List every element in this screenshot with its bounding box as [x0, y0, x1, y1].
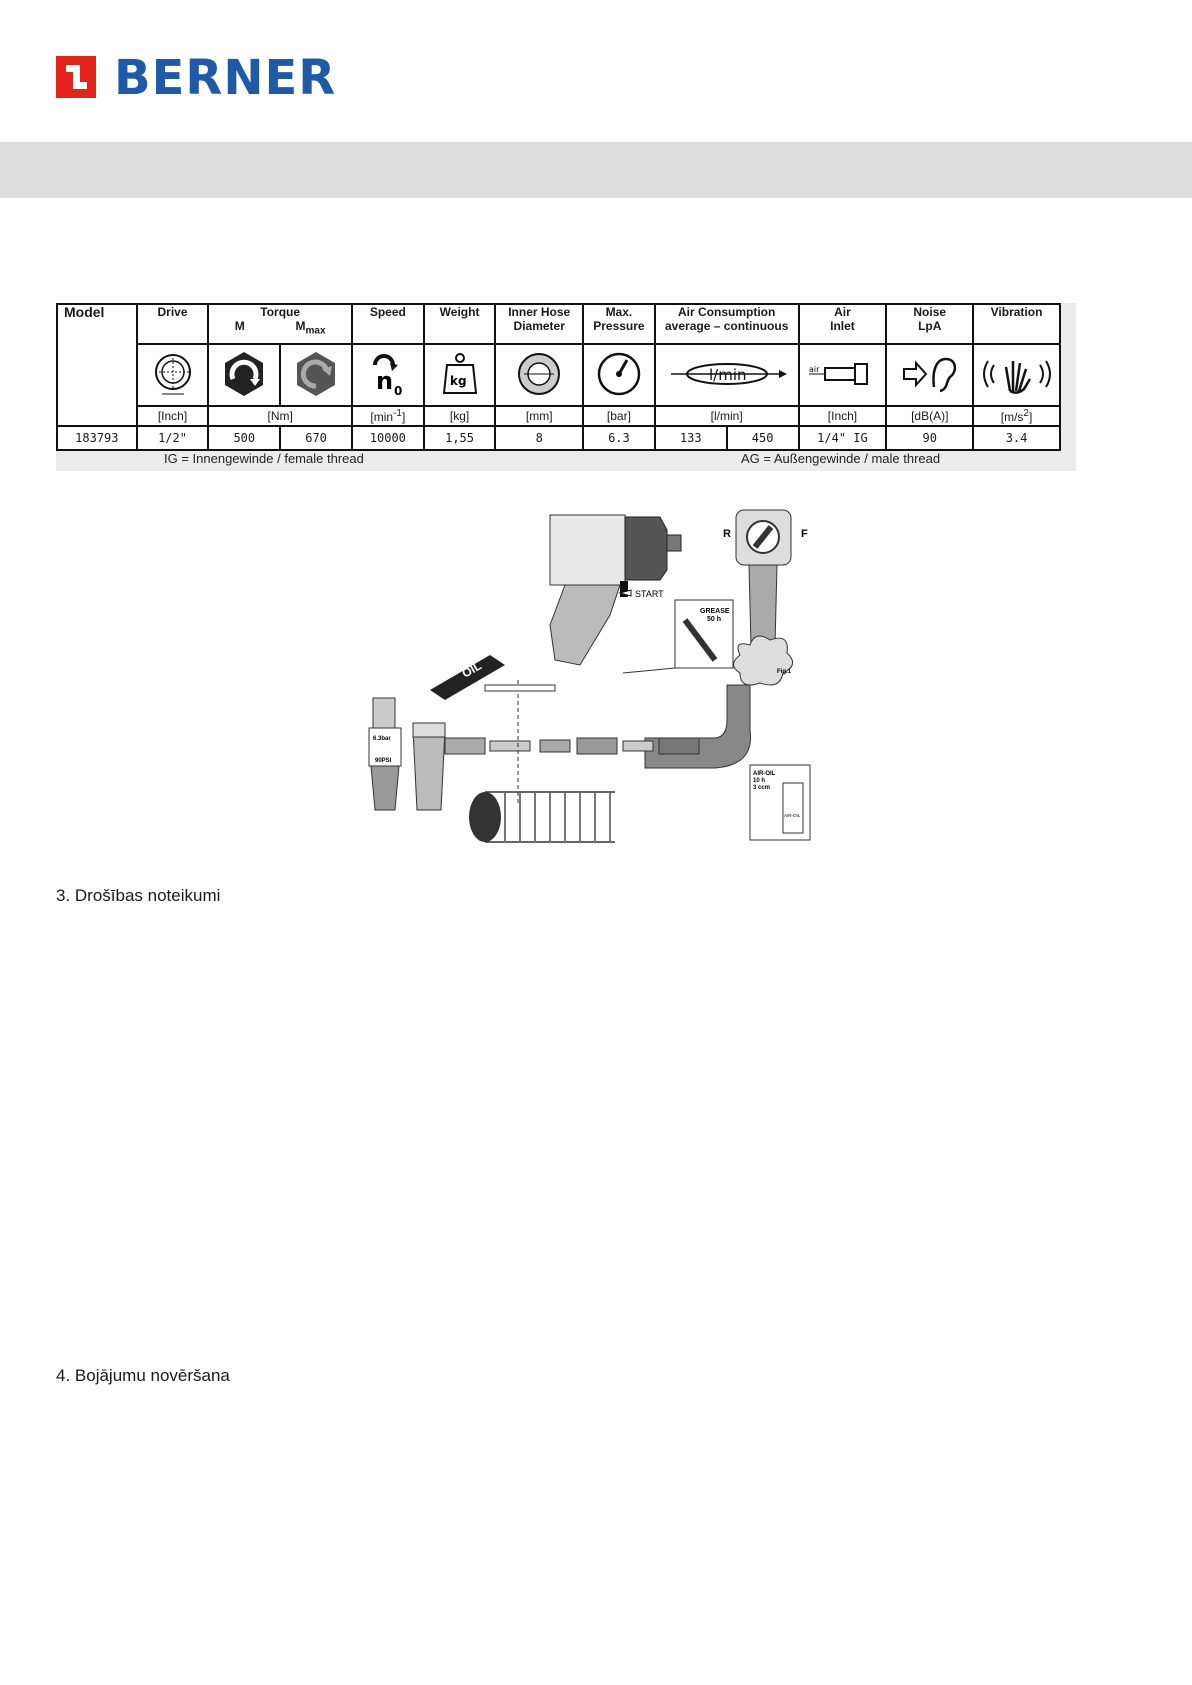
- value-noise: 90: [886, 426, 973, 450]
- air-oil-bottle-label: AIR-OIL: [784, 813, 801, 818]
- air-oil-label: AIR-OIL: [753, 771, 776, 777]
- svg-text:kg: kg: [449, 373, 467, 388]
- header-weight: Weight: [424, 304, 496, 344]
- header-pressure: Max. Pressure: [583, 304, 655, 344]
- drive-icon: [137, 344, 209, 406]
- quick-couplings: [445, 738, 699, 754]
- value-speed: 10000: [352, 426, 424, 450]
- value-drive: 1/2": [137, 426, 209, 450]
- header-drive: Drive: [137, 304, 209, 344]
- svg-text:0: 0: [393, 383, 403, 398]
- forward-label: F: [801, 528, 808, 540]
- grease-label: GREASE: [700, 608, 730, 615]
- torque-max-icon: [280, 344, 352, 406]
- unit-drive: [Inch]: [137, 406, 209, 426]
- header-hose: Inner Hose Diameter: [495, 304, 583, 344]
- oil-label: OIL: [459, 658, 484, 681]
- regulator-bar-label: 6.3bar: [373, 736, 391, 742]
- value-air-cont: 450: [727, 426, 799, 450]
- grease-interval: 50 h: [707, 616, 722, 623]
- noise-icon: [886, 344, 973, 406]
- value-torque-m: 500: [208, 426, 280, 450]
- note-male-thread: AG = Außengewinde / male thread: [741, 451, 941, 466]
- svg-text:n: n: [375, 366, 393, 395]
- start-label: START: [635, 589, 664, 599]
- reverse-label: R: [723, 528, 731, 540]
- value-weight: 1,55: [424, 426, 496, 450]
- spec-table-panel: [56, 303, 1076, 471]
- spiral-hose: [469, 680, 615, 842]
- spec-values-row: [57, 426, 1060, 450]
- air-inlet-icon: [799, 344, 887, 406]
- vibration-icon: [973, 344, 1060, 406]
- filter-regulator-unit: [369, 698, 445, 810]
- air-oil-amount: 3 ccm: [753, 785, 771, 791]
- berner-logo: [56, 50, 337, 106]
- berner-logo-mark: [56, 56, 96, 98]
- unit-inlet: [Inch]: [799, 406, 887, 426]
- unit-pressure: [bar]: [583, 406, 655, 426]
- air-oil-interval: 10 h: [753, 778, 766, 784]
- speed-icon: [352, 344, 424, 406]
- spec-header-row: [57, 304, 1060, 344]
- header-band: [0, 142, 1192, 198]
- unit-noise: [dB(A)]: [886, 406, 973, 426]
- spec-icon-row: [57, 344, 1060, 406]
- value-inlet: 1/4" IG: [799, 426, 887, 450]
- pressure-gauge-icon: [583, 344, 655, 406]
- berner-logo-text: BERNER: [114, 50, 337, 106]
- header-speed: Speed: [352, 304, 424, 344]
- value-vibration: 3.4: [973, 426, 1060, 450]
- svg-text:l/min: l/min: [708, 365, 747, 384]
- header-inlet: Air Inlet: [799, 304, 887, 344]
- value-hose: 8: [495, 426, 583, 450]
- spec-units-row: [57, 406, 1060, 426]
- value-air-avg: 133: [655, 426, 727, 450]
- header-vibration: Vibration: [973, 304, 1060, 344]
- value-torque-mmax: 670: [280, 426, 352, 450]
- section-4-heading: 4. Bojājumu novēršana: [56, 1366, 230, 1385]
- value-pressure: 6.3: [583, 426, 655, 450]
- header-air: Air Consumption average – continuous: [655, 304, 799, 344]
- spec-table: [56, 303, 1061, 451]
- regulator-psi-label: 90PSI: [375, 758, 392, 764]
- torque-icon: [208, 344, 280, 406]
- weight-icon: [424, 344, 496, 406]
- air-consumption-icon: [655, 344, 799, 406]
- fig1-label: Fig.1: [777, 669, 792, 675]
- unit-hose: [mm]: [495, 406, 583, 426]
- unit-air: [l/min]: [655, 406, 799, 426]
- section-3-heading: 3. Drošības noteikumi: [56, 886, 221, 905]
- value-model: 183793: [57, 426, 137, 450]
- unit-vibration: $[m/s^2]$: [973, 406, 1060, 426]
- unit-speed: $[\min^{-1}]$: [352, 406, 424, 426]
- note-female-thread: IG = Innengewinde / female thread: [164, 451, 364, 466]
- unit-weight: [kg]: [424, 406, 496, 426]
- hose-icon: [495, 344, 583, 406]
- header-model: Model: [57, 304, 137, 426]
- header-torque: Torque M $M_{max}$: [208, 304, 352, 344]
- unit-torque: [Nm]: [208, 406, 352, 426]
- svg-text:air: air: [809, 364, 820, 374]
- tool-setup-diagram: [355, 505, 825, 857]
- wrench-rear-view: [736, 510, 791, 645]
- header-noise: Noise LpA: [886, 304, 973, 344]
